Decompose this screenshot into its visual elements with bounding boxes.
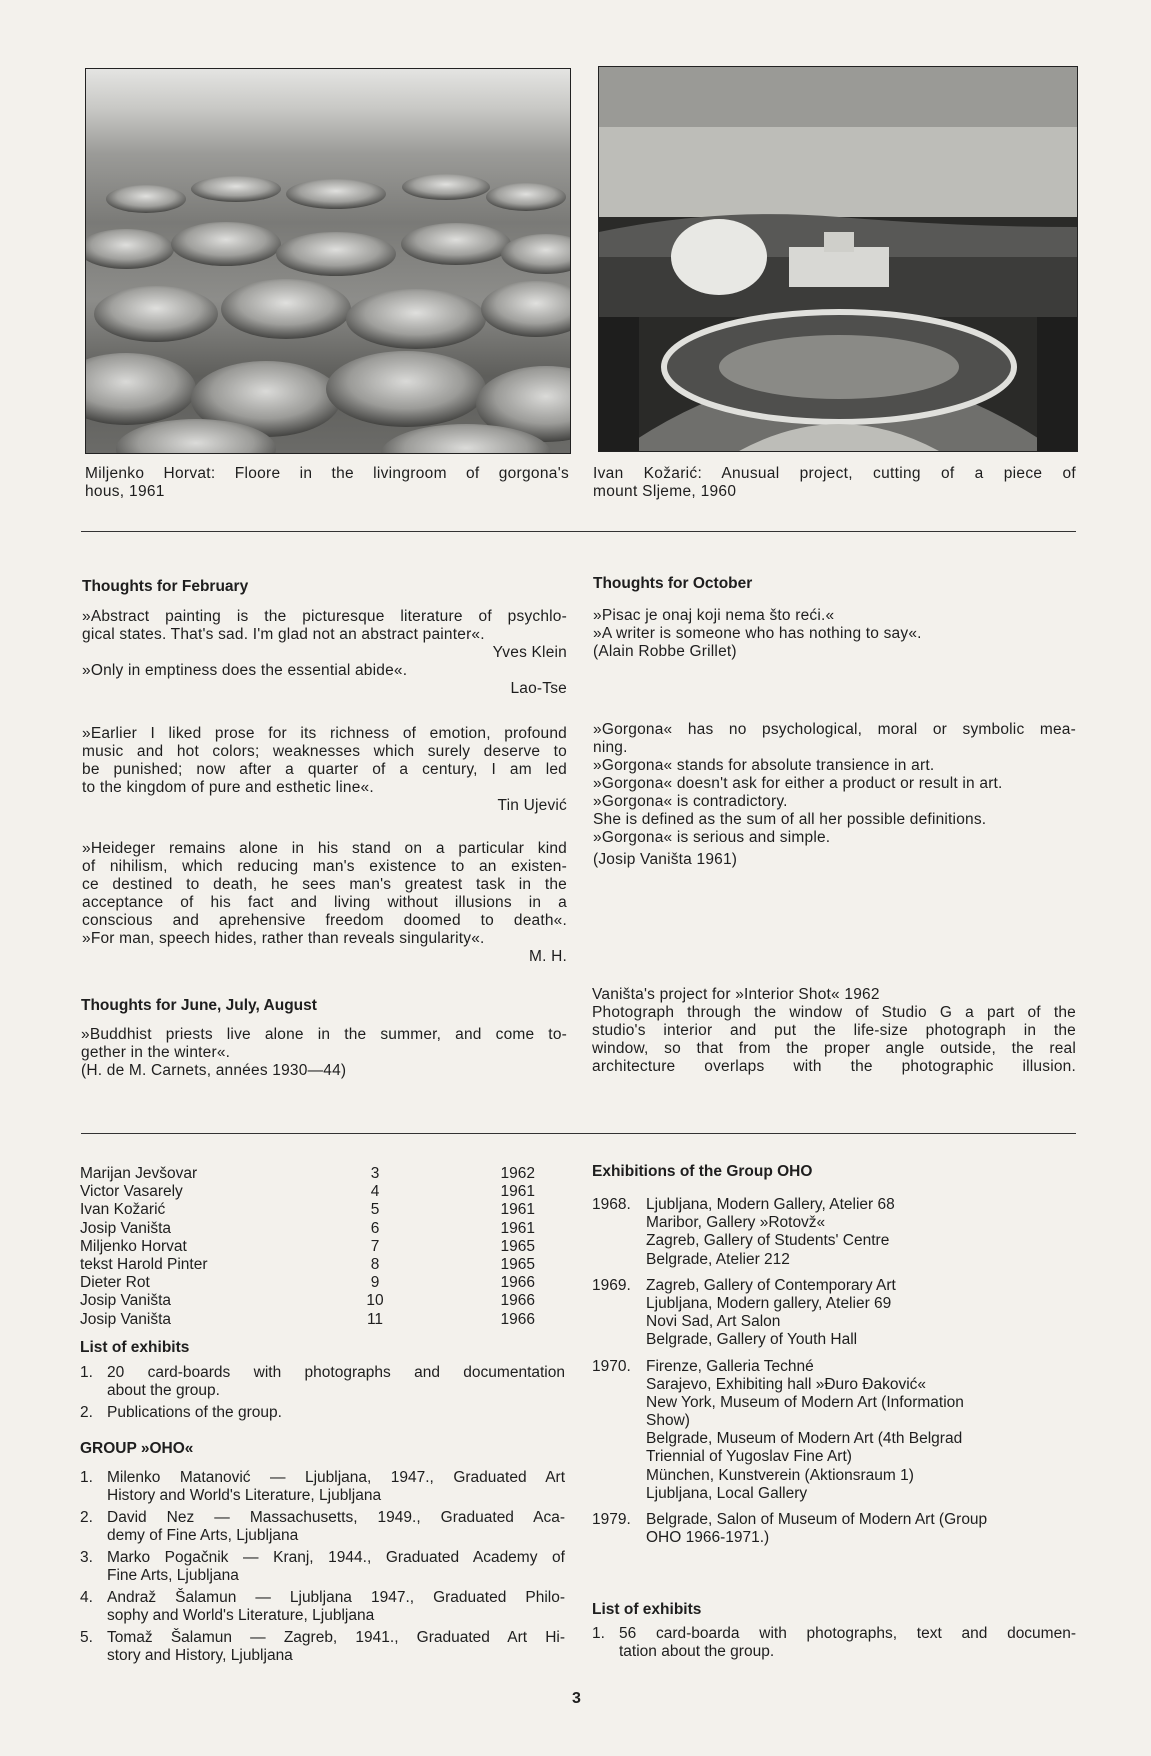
artist-number: 10 xyxy=(366,1292,384,1310)
artist-row xyxy=(80,1183,535,1201)
exhibition-venue: Firenze, Galleria Techné xyxy=(646,1357,814,1375)
artist-year: 1961 xyxy=(500,1219,535,1237)
quote-line: (Alain Robbe Grillet) xyxy=(593,643,737,660)
quote-heidegger xyxy=(82,840,567,966)
exhibition-venue: OHO 1966-1971.) xyxy=(646,1529,770,1547)
photo-mount-sljeme xyxy=(598,66,1078,452)
quote-line: to the kingdom of pure and esthetic line«. xyxy=(82,779,374,796)
heading-october: Thoughts for October xyxy=(593,575,753,592)
statement-line: »Gorgona« is serious and simple. xyxy=(593,829,831,846)
exhibition-venue: Maribor, Gallery »Rotovž« xyxy=(646,1214,826,1232)
quote-line: »Heideger remains alone in his stand on a particular kind xyxy=(82,840,567,857)
list-line: Tomaž Šalamun — Zagreb, 1941., Graduated Art Hi- xyxy=(107,1629,565,1646)
list-number: 1. xyxy=(592,1625,605,1642)
list-number: 4. xyxy=(80,1589,93,1606)
artist-number: 5 xyxy=(370,1201,380,1219)
exhibition-year-group xyxy=(592,1196,1078,1269)
exhibition-year-group xyxy=(592,1277,1078,1350)
list-line: sophy and World's Literature, Ljubljana xyxy=(107,1607,375,1624)
heading-exhibitions: Exhibitions of the Group OHO xyxy=(592,1163,813,1180)
artist-year: 1966 xyxy=(500,1274,535,1292)
exhibition-venue: Ljubljana, Modern gallery, Atelier 69 xyxy=(646,1294,892,1312)
list-line: about the group. xyxy=(107,1382,220,1399)
exhibition-year-group xyxy=(592,1358,1078,1504)
list-number: 2. xyxy=(80,1509,93,1526)
project-line: Vaništa's project for »Interior Shot« 1962 xyxy=(592,986,880,1003)
artist-year: 1961 xyxy=(500,1183,535,1201)
artist-year: 1966 xyxy=(500,1292,535,1310)
group-member xyxy=(80,1629,565,1665)
list-line: Andraž Šalamun — Ljubljana 1947., Graduated Philo- xyxy=(107,1589,565,1606)
exhibitions-list xyxy=(592,1196,1078,1555)
artist-year: 1962 xyxy=(500,1165,535,1182)
exhibition-venue: Novi Sad, Art Salon xyxy=(646,1313,781,1331)
exhibition-venue: Ljubljana, Modern Gallery, Atelier 68 xyxy=(646,1196,895,1213)
exhibition-venue: Show) xyxy=(646,1412,690,1430)
exhibit-item xyxy=(592,1625,1076,1661)
statement-line: »Gorgona« stands for absolute transience in art. xyxy=(593,757,935,774)
project-line: Photograph through the window of Studio G a part of the xyxy=(592,1004,1076,1021)
heading-exhibits-left: List of exhibits xyxy=(80,1339,190,1356)
heading-february: Thoughts for February xyxy=(82,578,249,595)
photo-floor-livingroom xyxy=(85,68,571,454)
list-line: Marko Pogačnik — Kranj, 1944., Graduated Academy of xyxy=(107,1549,565,1566)
exhibit-item xyxy=(80,1404,565,1422)
artist-name: Josip Vaništa xyxy=(80,1292,172,1310)
list-line: History and World's Literature, Ljubljana xyxy=(107,1487,382,1504)
quote-line: be punished; now after a quarter of a century, I am led xyxy=(82,761,567,778)
artist-name: tekst Harold Pinter xyxy=(80,1255,208,1273)
caption-floor-livingroom xyxy=(85,464,569,500)
artist-row xyxy=(80,1238,535,1256)
artist-year: 1961 xyxy=(500,1201,535,1219)
artist-number: 4 xyxy=(370,1183,380,1201)
list-number: 2. xyxy=(80,1404,93,1421)
quote-line: ce destined to death, he sees man's greatest task in the xyxy=(82,876,567,893)
quote-line: »Pisac je onaj koji nema što reći.« xyxy=(593,607,835,624)
quote-author: Tin Ujević xyxy=(497,797,567,814)
quote-line: »Buddhist priests live alone in the summer, and come to- xyxy=(81,1026,567,1043)
list-number: 3. xyxy=(80,1549,93,1566)
artist-name: Ivan Kožarić xyxy=(80,1201,166,1219)
statement-line: »Gorgona« is contradictory. xyxy=(593,793,788,810)
statement-line: ning. xyxy=(593,739,628,756)
group-members-list xyxy=(80,1469,565,1669)
exhibition-year-group xyxy=(592,1511,1078,1547)
exhibition-year: 1979. xyxy=(592,1511,631,1528)
group-member xyxy=(80,1469,565,1505)
artist-row xyxy=(80,1311,535,1329)
project-line: window, so that from the proper angle outside, the real xyxy=(592,1040,1076,1057)
exhibition-venue: Belgrade, Museum of Modern Art (4th Belgrad xyxy=(646,1430,963,1448)
artist-name: Victor Vasarely xyxy=(80,1183,183,1201)
artist-name: Miljenko Horvat xyxy=(80,1237,187,1255)
artist-name: Dieter Rot xyxy=(80,1274,150,1292)
exhibition-venue: Ljubljana, Local Gallery xyxy=(646,1484,808,1502)
group-member xyxy=(80,1589,565,1625)
exhibition-year: 1970. xyxy=(592,1357,631,1375)
artist-number: 7 xyxy=(370,1237,380,1255)
group-member xyxy=(80,1549,565,1585)
gorgona-statement xyxy=(593,721,1076,869)
statement-line: »Gorgona« doesn't ask for either a product or result in art. xyxy=(593,775,1003,792)
artist-row xyxy=(80,1256,535,1274)
quote-line: »For man, speech hides, rather than reveals singularity«. xyxy=(82,930,485,947)
list-line: Publications of the group. xyxy=(107,1404,282,1421)
artist-row xyxy=(80,1292,535,1310)
artist-number: 9 xyxy=(370,1274,380,1292)
caption-mount-sljeme xyxy=(593,464,1076,500)
exhibition-venue: München, Kunstverein (Aktionsraum 1) xyxy=(646,1466,914,1484)
exhibition-venue: Belgrade, Gallery of Youth Hall xyxy=(646,1331,858,1349)
list-line: David Nez — Massachusetts, 1949., Graduated Aca- xyxy=(107,1509,565,1526)
artist-row xyxy=(80,1165,535,1183)
quote-line: »Abstract painting is the picturesque literature of psychlo- xyxy=(82,608,567,625)
artist-name: Josip Vaništa xyxy=(80,1219,172,1237)
quote-line: »A writer is someone who has nothing to say«. xyxy=(593,625,922,642)
exhibits-left-list xyxy=(80,1364,565,1426)
list-line: Milenko Matanović — Ljubljana, 1947., Graduated Art xyxy=(107,1469,565,1486)
quote-buddhist-priests xyxy=(81,1026,567,1080)
quote-line: conscious and aprehensive freedom doomed to death«. xyxy=(82,912,567,929)
artist-number: 8 xyxy=(370,1255,380,1273)
artists-table xyxy=(80,1165,535,1329)
quote-robbe-grillet xyxy=(593,607,1076,661)
heading-exhibits-right: List of exhibits xyxy=(592,1601,702,1618)
divider-top xyxy=(81,531,1076,532)
heading-summer: Thoughts for June, July, August xyxy=(81,997,317,1014)
caption-line: mount Sljeme, 1960 xyxy=(593,483,737,500)
exhibits-right-list xyxy=(592,1625,1076,1665)
artist-name: Marijan Jevšovar xyxy=(80,1165,198,1182)
heading-group-oho: GROUP »OHO« xyxy=(80,1440,194,1457)
statement-line: (Josip Vaništa 1961) xyxy=(593,851,738,868)
list-number: 1. xyxy=(80,1469,93,1486)
list-line: tation about the group. xyxy=(619,1643,775,1660)
artist-number: 11 xyxy=(366,1310,384,1328)
list-number: 1. xyxy=(80,1364,93,1381)
exhibition-venue: Zagreb, Gallery of Students' Centre xyxy=(646,1232,890,1250)
artist-number: 6 xyxy=(370,1219,380,1237)
list-line: 56 card-boarda with photographs, text and documen- xyxy=(619,1625,1076,1642)
caption-line: Ivan Kožarić: Anusual project, cutting of a piece of xyxy=(593,465,1076,482)
exhibition-year: 1969. xyxy=(592,1276,631,1294)
quote-line: gical states. That's sad. I'm glad not an abstract painter«. xyxy=(82,626,485,643)
sljeme-scene-graphic xyxy=(599,67,1077,451)
page-number: 3 xyxy=(572,1690,581,1707)
exhibition-venue: New York, Museum of Modern Art (Information xyxy=(646,1393,964,1411)
quote-line: music and hot colors; weaknesses which surely deserve to xyxy=(82,743,567,760)
exhibition-venue: Zagreb, Gallery of Contemporary Art xyxy=(646,1276,896,1294)
artist-name: Josip Vaništa xyxy=(80,1310,172,1328)
exhibit-item xyxy=(80,1364,565,1400)
quote-tin-ujevic xyxy=(82,725,567,815)
quote-line: »Only in emptiness does the essential abide«. xyxy=(82,662,408,679)
exhibition-year: 1968. xyxy=(592,1196,631,1213)
artist-year: 1965 xyxy=(500,1237,535,1255)
list-line: Fine Arts, Ljubljana xyxy=(107,1567,239,1584)
floor-texture-graphic xyxy=(86,69,570,453)
exhibition-venue: Belgrade, Atelier 212 xyxy=(646,1250,790,1268)
quote-author: Lao-Tse xyxy=(510,680,567,697)
quote-line: gether in the winter«. xyxy=(81,1044,231,1061)
vanista-project xyxy=(592,986,1076,1076)
artist-row xyxy=(80,1201,535,1219)
quote-author: Yves Klein xyxy=(492,644,567,661)
statement-line: She is defined as the sum of all her possible definitions. xyxy=(593,811,987,828)
exhibition-venue: Triennial of Yugoslav Fine Art) xyxy=(646,1448,852,1466)
artist-year: 1966 xyxy=(500,1310,535,1328)
project-line: studio's interior and put the life-size photograph in the xyxy=(592,1022,1076,1039)
project-line: architecture overlaps with the photographic illusion. xyxy=(592,1058,1076,1075)
exhibition-venue: Sarajevo, Exhibiting hall »Đuro Đaković« xyxy=(646,1375,927,1393)
divider-bottom xyxy=(81,1133,1076,1134)
caption-line: Miljenko Horvat: Floore in the livingroom of gorgona's xyxy=(85,465,569,482)
quote-line: of nihilism, which reducing man's existence to an existen- xyxy=(82,858,567,875)
artist-year: 1965 xyxy=(500,1255,535,1273)
group-member xyxy=(80,1509,565,1545)
caption-line: hous, 1961 xyxy=(85,483,165,500)
list-line: demy of Fine Arts, Ljubljana xyxy=(107,1527,299,1544)
quote-line: acceptance of his fact and living without illusions in a xyxy=(82,894,567,911)
artist-row xyxy=(80,1274,535,1292)
quote-author: M. H. xyxy=(528,948,567,965)
statement-line: »Gorgona« has no psychological, moral or symbolic mea- xyxy=(593,721,1076,738)
quote-yves-klein xyxy=(82,608,567,698)
artist-number: 3 xyxy=(370,1165,380,1182)
list-number: 5. xyxy=(80,1629,93,1646)
exhibition-venue: Belgrade, Salon of Museum of Modern Art (Group xyxy=(646,1511,988,1528)
list-line: story and History, Ljubljana xyxy=(107,1647,293,1664)
artist-row xyxy=(80,1220,535,1238)
list-line: 20 card-boards with photographs and documentation xyxy=(107,1364,565,1381)
quote-line: (H. de M. Carnets, années 1930—44) xyxy=(81,1062,347,1079)
quote-line: »Earlier I liked prose for its richness of emotion, profound xyxy=(82,725,567,742)
